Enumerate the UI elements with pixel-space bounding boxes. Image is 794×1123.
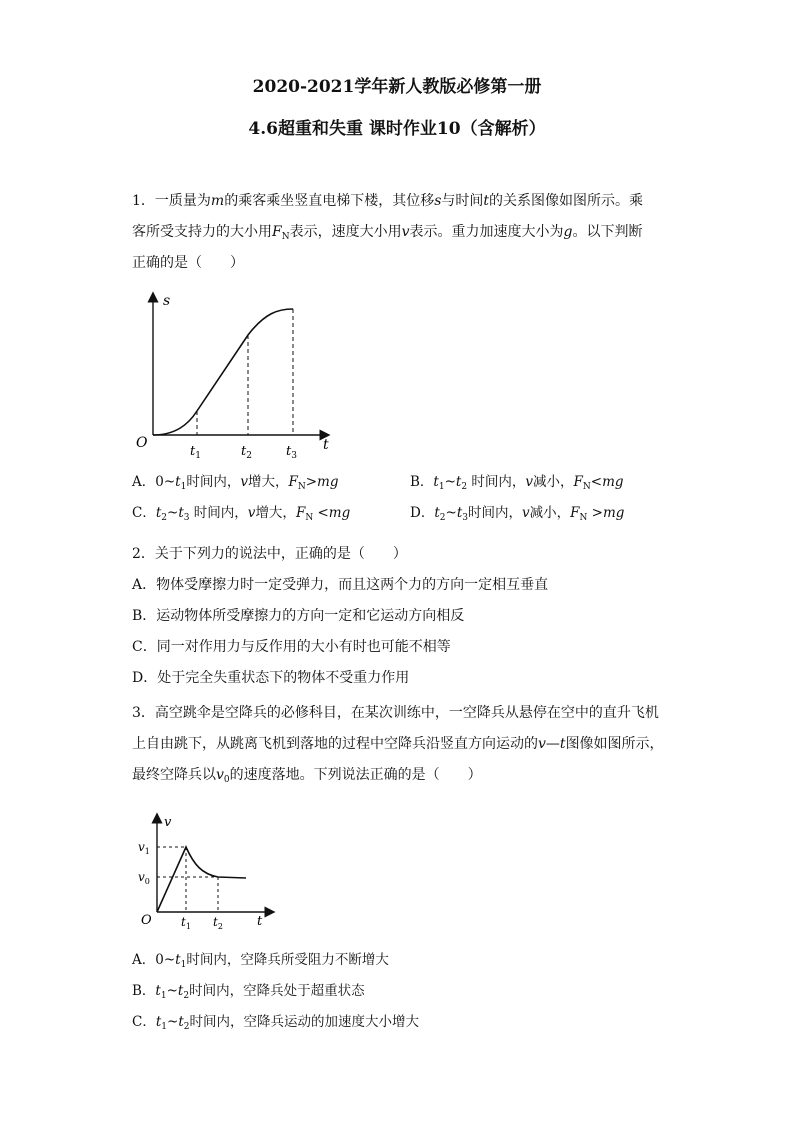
- q3-option-c[interactable]: C．$t_1\sim t_2$时间内，空降兵运动的加速度大小增大: [132, 1014, 419, 1032]
- q1-stem-line2: 客所受支持力的大小用$F_N$表示，速度大小用v表示。重力加速度大小为g。以下判断: [132, 224, 643, 242]
- q3-origin: O: [141, 913, 152, 928]
- q3-xlabel: t: [257, 914, 263, 929]
- q3-ylabel: v: [164, 815, 172, 830]
- q1-option-a[interactable]: A．$0\sim t_1$时间内，v增大，$F_N>mg$: [132, 474, 339, 492]
- q3-t1-label: $t_1$: [181, 915, 191, 931]
- q1-st-graph: [130, 285, 340, 465]
- q2-stem: 2．关于下列力的说法中，正确的是（ ）: [132, 546, 407, 562]
- q1-stem-line1: 1．一质量为m的乘客乘坐竖直电梯下楼，其位移s与时间t的关系图像如图所示。乘: [132, 193, 644, 209]
- q1-st-curve: [153, 309, 293, 435]
- q1-t2-label: $t_2$: [241, 444, 252, 461]
- q1-ylabel: s: [163, 293, 171, 309]
- q2-option-a[interactable]: A．物体受摩擦力时一定受弹力，而且这两个力的方向一定相互垂直: [132, 577, 549, 593]
- q3-vt-graph: [130, 808, 280, 933]
- q1-stem-line3: 正确的是（ ）: [132, 255, 244, 271]
- q1-xlabel: t: [323, 437, 329, 453]
- q3-vt-curve: [157, 847, 246, 912]
- q1-option-c[interactable]: C．$t_2\sim t_3$ 时间内，v增大，$F_N <mg$: [132, 505, 351, 523]
- q2-option-d[interactable]: D．处于完全失重状态下的物体不受重力作用: [132, 670, 410, 686]
- q3-option-b[interactable]: B．$t_1\sim t_2$时间内，空降兵处于超重状态: [132, 983, 365, 1001]
- q1-option-d[interactable]: D．$t_2\sim t_3$时间内，v减小，$F_N >mg$: [410, 505, 625, 523]
- q2-option-c[interactable]: C．同一对作用力与反作用的大小有时也可能不相等: [132, 639, 451, 655]
- doc-title-line1: 2020-2021学年新人教版必修第一册: [252, 77, 542, 97]
- q3-stem-line3: 最终空降兵以$v_0$的速度落地。下列说法正确的是（ ）: [132, 767, 482, 785]
- q3-v0-label: $v_0$: [138, 870, 150, 886]
- q1-t1-label: $t_1$: [190, 444, 201, 461]
- q2-option-b[interactable]: B．运动物体所受摩擦力的方向一定和它运动方向相反: [132, 608, 465, 624]
- q1-origin: O: [136, 435, 148, 451]
- q3-t2-label: $t_2$: [213, 915, 223, 931]
- doc-title-line2: 4.6超重和失重 课时作业10（含解析）: [248, 119, 546, 139]
- q1-t3-label: $t_3$: [286, 444, 297, 461]
- q1-option-b[interactable]: B．$t_1\sim t_2$ 时间内，v减小，$F_N<mg$: [410, 474, 624, 492]
- q3-option-a[interactable]: A．$0\sim t_1$时间内，空降兵所受阻力不断增大: [132, 952, 389, 970]
- q3-stem-line2: 上自由跳下，从跳离飞机到落地的过程中空降兵沿竖直方向运动的v—t图像如图所示，: [132, 736, 664, 752]
- q3-v1-label: $v_1$: [138, 840, 150, 856]
- q3-stem-line1: 3．高空跳伞是空降兵的必修科目，在某次训练中，一空降兵从悬停在空中的直升飞机: [132, 705, 659, 721]
